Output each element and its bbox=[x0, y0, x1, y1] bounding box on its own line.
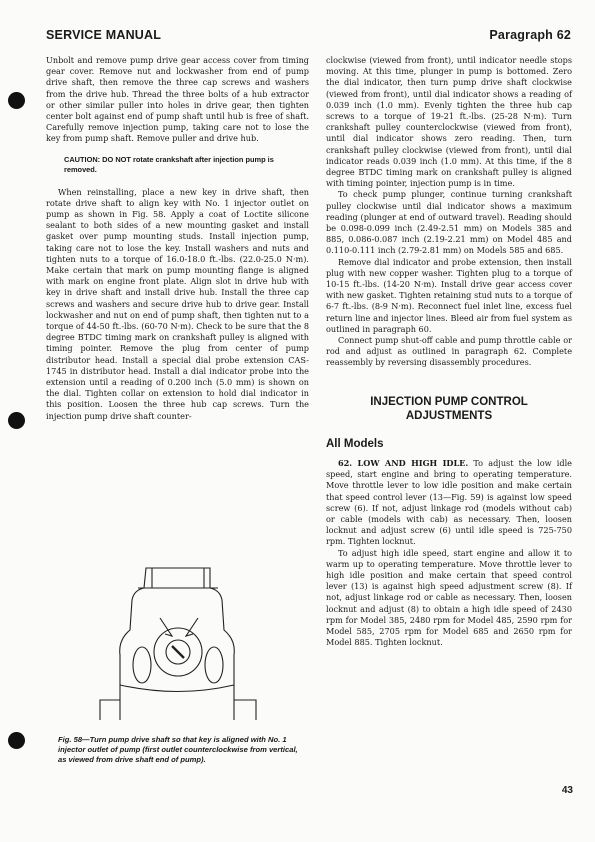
binder-hole bbox=[8, 92, 25, 109]
binder-hole bbox=[8, 732, 25, 749]
figure-58-pump-drawing bbox=[60, 560, 290, 725]
running-header-right: Paragraph 62 bbox=[489, 28, 571, 42]
figure-caption: Fig. 58—Turn pump drive shaft so that key is aligned with No. 1 injector outlet of pump (first outlet counterclockwise from vertical, as viewed from drive shaft end of pump). bbox=[58, 735, 298, 765]
paragraph-body: To adjust the low idle speed, start engine and bring to operating temperature. Move throttle lever to low idle position and make certain that speed control lever (13—Fig. 59) is against low speed screw (6). If not, adjust linkage rod (models without cab) or cable (models with cab) as necessary. Then, loosen locknut and adjust screw (6) until idle speed is 725-750 rpm. Tighten locknut. bbox=[326, 457, 572, 547]
binder-hole bbox=[8, 412, 25, 429]
running-header-left: SERVICE MANUAL bbox=[46, 28, 162, 42]
paragraph-62 bbox=[326, 458, 572, 548]
left-column bbox=[46, 55, 309, 422]
paragraph-heading: 62. LOW AND HIGH IDLE. bbox=[338, 457, 469, 468]
caution-note: CAUTION: DO NOT rotate crankshaft after injection pump is removed. bbox=[64, 154, 274, 174]
page-number: 43 bbox=[561, 785, 573, 796]
paragraph: To check pump plunger, continue turning crankshaft pulley clockwise until dial indicator shows a maximum reading (plunger at end of outward travel). Reading should be 0.098-0.099 inch (2.49-2.51 mm) on Models 385 and 885, 0.086-0.087 inch (2.19-2.21 mm) on Model 485 and 0.110-0.111 inch (2.79-2.81 mm) on Models 585 and 685. bbox=[326, 189, 572, 256]
section-title: INJECTION PUMP CONTROL ADJUSTMENTS bbox=[370, 395, 528, 422]
paragraph: Remove dial indicator and probe extension, then install plug with new copper washer. Tighten plug to a torque of 10-15 ft.-lbs. (14-20 N·m). Install drive gear access cover with new gasket. Tighten retaining stud nuts to a torque of 6-7 ft.-lbs. (8-9 N·m). Reconnect fuel inlet line, excess fuel return line and injector lines. Bleed air from fuel system as outlined in paragraph 60. bbox=[326, 256, 572, 334]
right-column bbox=[326, 55, 572, 648]
paragraph: Connect pump shut-off cable and pump throttle cable or rod and adjust as outlined in paragraph 62. Complete reassembly by reversing disassembly procedures. bbox=[326, 335, 572, 368]
paragraph: When reinstalling, place a new key in drive shaft, then rotate drive shaft to align key with No. 1 injector outlet on pump as shown in Fig. 58. Apply a coat of Loctite silicone sealant to both sides of a new mounting gasket and install gasket over pump mounting studs. Install injection pump, taking care not to lose the key. Install washers and nuts and tighten nuts to a torque of 16.0-18.0 ft.-lbs. (22.0-25.0 N·m). Make certain that mark on pump mounting flange is aligned with mark on engine front plate. Align slot in drive hub with key in drive shaft and install drive hub. Install the three cap screws and washers and secure drive hub to drive gear. Install lockwasher and nut on end of pump shaft, then tighten nut to a torque of 44-50 ft.-lbs. (60-70 N·m). Check to be sure that the 8 degree BTDC timing mark on crankshaft pulley is aligned with timing pointer. Remove the plug from center of pump distributor head. Install a special dial probe extension CAS-1745 in distributor head. Install a dial indicator probe into the extension until a reading of 0.200 inch (5.0 mm) is shown on the dial. Tighten collar on extension to hold dial indicator in this position. Loosen the three hub cap screws. Turn the injection pump drive shaft counter- bbox=[46, 186, 309, 421]
paragraph: clockwise (viewed from front), until indicator needle stops moving. At this time, plunger in pump is bottomed. Zero the dial indicator, then turn pump drive shaft clockwise (viewed from front), until dial indicator shows a reading of 0.039 inch (1.0 mm). Evenly tighten the three hub cap screws to a torque of 19-21 ft.-lbs. (25-28 N·m). Turn crankshaft pulley counterclockwise (viewed from front), until dial indicator shows zero reading. Then, turn crankshaft pulley clockwise (viewed from front), until dial indicator reads 0.039 inch (1.0 mm). At this time, if the 8 degree BTDC timing mark on crankshaft pulley is aligned with timing pointer, injection pump is in time. bbox=[326, 55, 572, 189]
subsection-title: All Models bbox=[326, 437, 384, 450]
paragraph: To adjust high idle speed, start engine and allow it to warm up to operating temperature. Move throttle lever to high idle position and make certain that speed control lever (13) is against high speed adjustment screw (8). If not, adjust linkage rod or cable as necessary. Then, loosen locknut and adjust (8) to obtain a high idle speed of 2430 rpm for Model 385, 2480 rpm for Model 485, 2590 rpm for Model 585, 2705 rpm for Model 685 and 2650 rpm for Model 885. Tighten locknut. bbox=[326, 547, 572, 648]
paragraph: Unbolt and remove pump drive gear access cover from timing gear cover. Remove nut and lockwasher from end of pump drive shaft, then remove the three cap screws and washers from the drive hub. Thread the three bolts of a hub extractor or other similar puller into holes in drive gear, then tighten center bolt against end of pump shaft until hub is free of shaft. Carefully remove injection pump, taking care not to lose the key from pump shaft. Remove puller and drive hub. bbox=[46, 55, 309, 144]
